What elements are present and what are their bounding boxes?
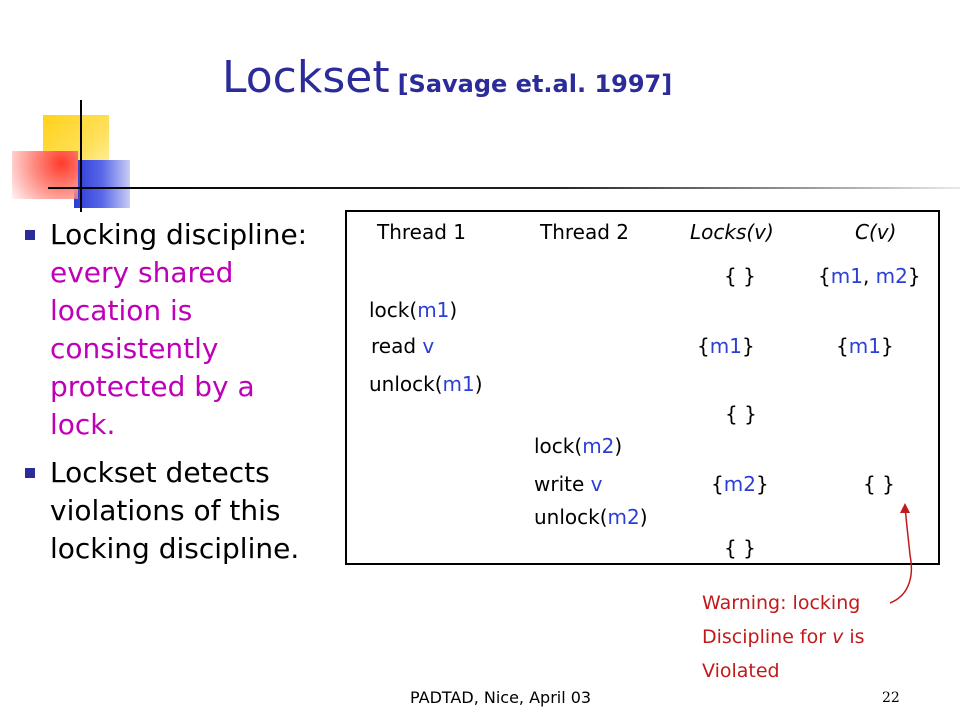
thread2-op: write v [534, 472, 603, 496]
logo-red-square [12, 151, 78, 199]
logo-vertical-rule [80, 100, 82, 212]
warning-note [702, 586, 865, 688]
cv-value: {m1, m2} [818, 264, 921, 288]
bullet-line: violations of this [50, 494, 281, 527]
header-cv: C(v) [855, 220, 897, 244]
lockset-table [345, 210, 940, 565]
bullet-line: consistently [50, 332, 219, 365]
bullet-list [18, 216, 348, 578]
bullet-line: location is [50, 294, 193, 327]
warning-line: Violated [702, 660, 780, 682]
thread1-op: lock(m1) [369, 298, 458, 322]
header-locks: Locks(v) [690, 220, 774, 244]
bullet-line: lock. [50, 408, 116, 441]
locks-value: { } [724, 264, 756, 288]
thread2-op: unlock(m2) [534, 505, 648, 529]
slide-footer: PADTAD, Nice, April 03 [410, 688, 592, 707]
thread2-op: lock(m2) [534, 434, 623, 458]
warning-arrow-icon [880, 495, 920, 610]
bullet-lead: Locking discipline: [50, 218, 308, 251]
locks-value: {m2} [711, 472, 769, 496]
header-thread1: Thread 1 [377, 220, 467, 244]
thread1-op: read v [371, 334, 435, 358]
header-thread2: Thread 2 [540, 220, 630, 244]
locks-value: {m1} [697, 334, 755, 358]
bullet-square-icon [25, 230, 35, 240]
slide-title [222, 52, 672, 103]
thread1-op: unlock(m1) [369, 372, 483, 396]
title-text: Lockset [222, 52, 390, 103]
title-underline-rule [48, 187, 960, 189]
page-number: 22 [882, 690, 900, 706]
logo-blue-square [74, 160, 130, 208]
cv-value: {m1} [836, 334, 894, 358]
locks-value: { } [725, 402, 757, 426]
warning-line: Warning: locking [702, 592, 861, 614]
bullet-line: locking discipline. [50, 532, 300, 565]
bullet-line: protected by a [50, 370, 255, 403]
bullet-line: Lockset detects [50, 456, 270, 489]
title-citation: [Savage et.al. 1997] [397, 70, 673, 98]
bullet-item [18, 454, 348, 568]
bullet-square-icon [25, 468, 35, 478]
warning-line: Discipline for v is [702, 626, 865, 648]
cv-value: { } [863, 472, 895, 496]
locks-value: { } [724, 536, 756, 560]
bullet-line: every shared [50, 256, 234, 289]
bullet-item [18, 216, 348, 444]
